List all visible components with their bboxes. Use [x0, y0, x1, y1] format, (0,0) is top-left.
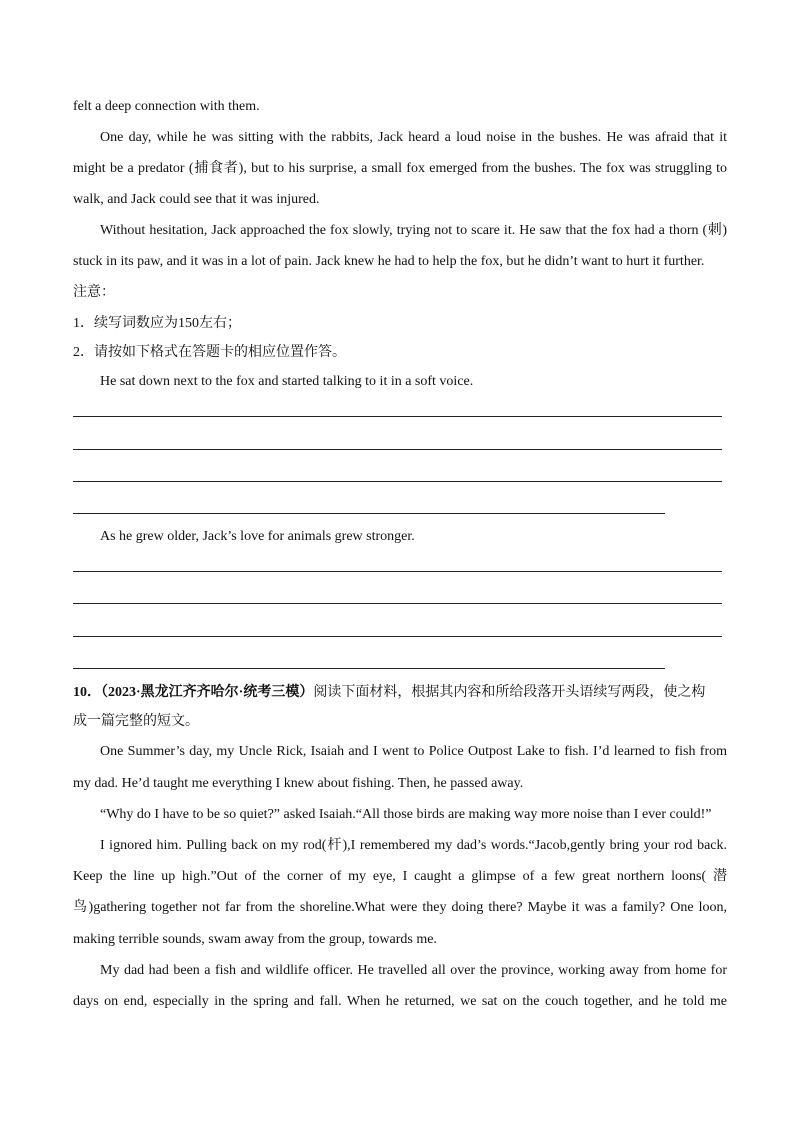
question-source: （2023·黑龙江齐齐哈尔·统考三模） — [101, 685, 314, 700]
passage-line: Without hesitation, Jack approached the fox slowly, trying not to scare it. He saw that the fox had a thorn (刺) — [100, 223, 727, 238]
passage-line: Keep the line up high.”Out of the corner of my eye, I caught a glimpse of a few great northern loons( 潜 — [73, 869, 727, 884]
note-item: 2．请按如下格式在答题卡的相应位置作答。 — [73, 345, 346, 360]
note-item: 1．续写词数应为150左右； — [73, 316, 241, 331]
passage-line: might be a predator (捕食者), but to his surprise, a small fox emerged from the bushes. The fox was struggling to — [73, 161, 727, 176]
writing-line[interactable] — [73, 636, 722, 637]
writing-line[interactable] — [73, 571, 722, 572]
writing-line[interactable] — [73, 513, 665, 514]
passage-line: One Summer’s day, my Uncle Rick, Isaiah and I went to Police Outpost Lake to fish. I’d learned to fish from — [100, 744, 727, 759]
passage-line: One day, while he was sitting with the rabbits, Jack heard a loud noise in the bushes. He was afraid that it — [100, 130, 727, 145]
writing-line[interactable] — [73, 481, 722, 482]
passage-line: felt a deep connection with them. — [73, 99, 260, 114]
writing-line[interactable] — [73, 416, 722, 417]
continuation-prompt-1: He sat down next to the fox and started talking to it in a soft voice. — [100, 374, 474, 389]
passage-line: “Why do I have to be so quiet?” asked Isaiah.“All those birds are making way more noise than I ever could!” — [100, 807, 712, 822]
passage-line: 鸟)gathering together not far from the shoreline.What were they doing there? Maybe it was a family? One loon, — [73, 900, 727, 915]
writing-line[interactable] — [73, 668, 665, 669]
question-10-header — [73, 683, 727, 703]
passage-line: making terrible sounds, swam away from the group, towards me. — [73, 932, 437, 947]
passage-line: My dad had been a fish and wildlife officer. He travelled all over the province, working away from home for — [100, 963, 727, 978]
passage-line: I ignored him. Pulling back on my rod(杆),I remembered my dad’s words.“Jacob,gently bring your rod back. — [100, 838, 727, 853]
passage-line: walk, and Jack could see that it was injured. — [73, 192, 320, 207]
writing-line[interactable] — [73, 449, 722, 450]
question-number: 10． — [73, 685, 101, 700]
passage-line: stuck in its paw, and it was in a lot of pain. Jack knew he had to help the fox, but he didn’t want to hurt it further. — [73, 254, 705, 269]
writing-line[interactable] — [73, 603, 722, 604]
passage-line: days on end, especially in the spring and fall. When he returned, we sat on the couch together, and he told me — [73, 994, 727, 1009]
notes-heading: 注意： — [73, 285, 115, 300]
passage-line: my dad. He’d taught me everything I knew about fishing. Then, he passed away. — [73, 776, 524, 791]
continuation-prompt-2: As he grew older, Jack’s love for animals grew stronger. — [100, 529, 415, 544]
question-instruction: 阅读下面材料，根据其内容和所给段落开头语续写两段，使之构 — [313, 685, 706, 700]
question-instruction-cont: 成一篇完整的短文。 — [73, 714, 199, 729]
